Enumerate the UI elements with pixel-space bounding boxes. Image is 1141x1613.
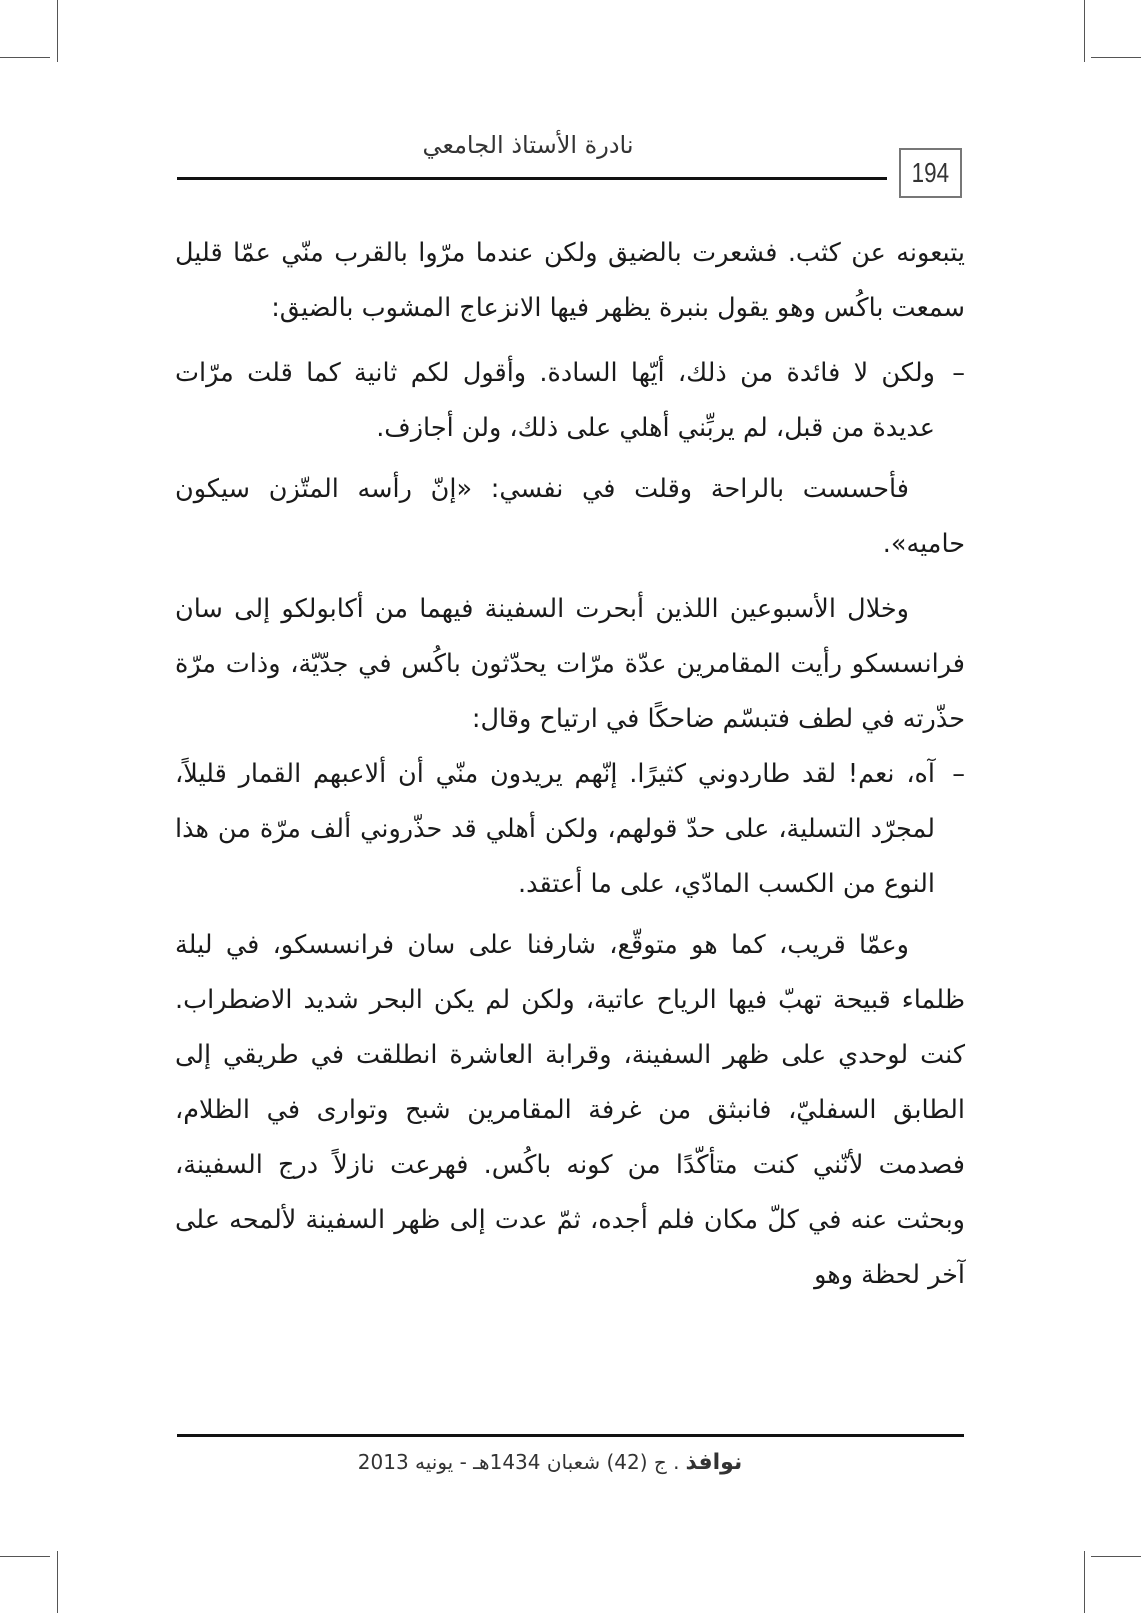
footer-rule — [177, 1434, 964, 1437]
page-number: 194 — [911, 157, 950, 188]
paragraph: يتبعونه عن كثب. فشعرت بالضيق ولكن عندما مرّوا بالقرب منّي عمّا قليل سمعت باكُس وهو يقول بنبرة يظهر فيها الانزعاج المشوب بالضيق: — [175, 238, 965, 323]
running-title: نادرة الأستاذ الجامعي — [422, 131, 634, 159]
crop-mark — [1091, 57, 1141, 58]
dialogue-text: ولكن لا فائدة من ذلك، أيّها السادة. وأقول لكم ثانية كما قلت مرّات عديدة من قبل، لم يربِّني أهلي على ذلك، ولن أجازف. — [175, 358, 935, 443]
crop-mark — [0, 57, 50, 58]
crop-mark — [1091, 1556, 1141, 1557]
dash-symbol: – — [952, 759, 965, 789]
magazine-name: نوافذ — [685, 1450, 743, 1475]
crop-mark — [1084, 1551, 1085, 1613]
dialogue-line — [175, 346, 965, 456]
paragraph: وخلال الأسبوعين اللذين أبحرت السفينة فيهما من أكابولكو إلى سان فرانسسكو رأيت المقامرين عدّة مرّات يحدّثون باكُس في جدّيّة، وذات مرّة حذّرته في لطف فتبسّم ضاحكًا في ارتياح وقال: — [175, 594, 965, 734]
crop-mark — [0, 1556, 50, 1557]
article-body — [175, 226, 965, 1303]
crop-mark — [57, 1551, 58, 1613]
page-number-box — [899, 148, 962, 198]
dialogue-text: آه، نعم! لقد طاردوني كثيرًا. إنّهم يريدون منّي أن ألاعبهم القمار قليلاً، لمجرّد التسلية، على حدّ قولهم، ولكن أهلي قد حذّروني ألف مرّة من هذا النوع من الكسب المادّي، على ما أعتقد. — [175, 759, 935, 899]
footer — [300, 1450, 800, 1475]
issue-info: . ج (42) شعبان 1434هـ - يونيه 2013 — [357, 1450, 680, 1474]
crop-mark — [1084, 0, 1085, 62]
dialogue-line — [175, 747, 965, 912]
dash-symbol: – — [952, 358, 965, 388]
paragraph: وعمّا قريب، كما هو متوقّع، شارفنا على سان فرانسسكو، في ليلة ظلماء قبيحة تهبّ فيها الرياح عاتية، ولكن لم يكن البحر شديد الاضطراب. كنت لوحدي على ظهر السفينة، وقرابة العاشرة انطلقت في طريقي إلى الطابق السفليّ، فانبثق من غرفة المقامرين شبح وتوارى في الظلام، فصدمت لأنّني كنت متأكّدًا من كونه باكُس. فهرعت نازلاً درج السفينة، وبحثت عنه في كلّ مكان فلم أجده، ثمّ عدت إلى ظهر السفينة لألمحه على آخر لحظة وهو — [175, 930, 965, 1290]
header-rule — [177, 177, 887, 180]
paragraph: فأحسست بالراحة وقلت في نفسي: «إنّ رأسه المتّزن سيكون حاميه». — [175, 474, 965, 559]
crop-mark — [57, 0, 58, 62]
